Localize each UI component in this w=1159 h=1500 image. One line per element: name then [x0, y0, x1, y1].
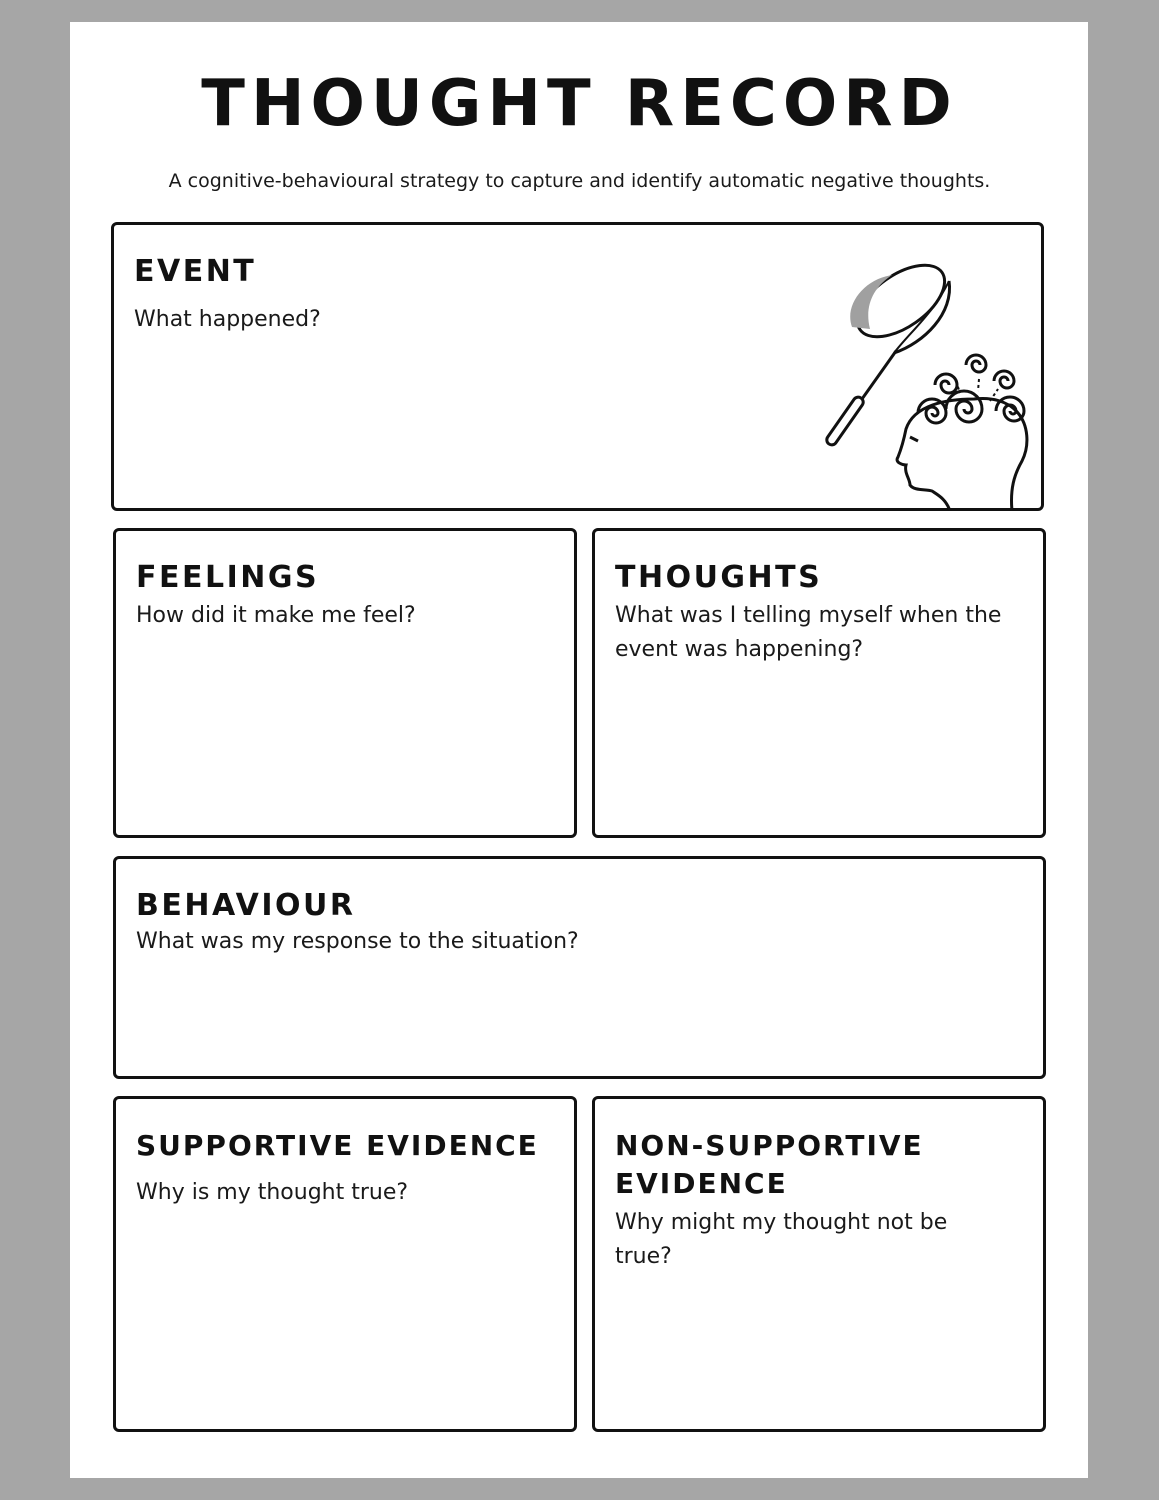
event-heading: EVENT: [134, 254, 257, 289]
page-title: THOUGHT RECORD: [201, 67, 958, 141]
feelings-heading: FEELINGS: [136, 560, 320, 595]
page-subtitle: A cognitive-behavioural strategy to capture and identify automatic negative thoughts.: [168, 170, 991, 192]
feelings-box[interactable]: [113, 528, 577, 838]
feelings-prompt: How did it make me feel?: [136, 603, 416, 628]
supportive-evidence-heading: SUPPORTIVE EVIDENCE: [136, 1129, 539, 1162]
behaviour-prompt: What was my response to the situation?: [136, 929, 579, 954]
non-supportive-evidence-heading: NON-SUPPORTIVE EVIDENCE: [615, 1129, 924, 1200]
thoughts-heading: THOUGHTS: [615, 560, 823, 595]
event-prompt: What happened?: [134, 307, 321, 332]
event-box[interactable]: [111, 222, 1044, 511]
butterfly-net-catching-thoughts-icon: [814, 253, 1039, 511]
behaviour-box[interactable]: [113, 856, 1046, 1079]
behaviour-heading: BEHAVIOUR: [136, 888, 356, 923]
non-supportive-evidence-prompt: Why might my thought not be true?: [615, 1210, 948, 1269]
thoughts-prompt: What was I telling myself when the event was happening?: [615, 603, 1002, 662]
supportive-evidence-box[interactable]: [113, 1096, 577, 1432]
thoughts-box[interactable]: [592, 528, 1046, 838]
supportive-evidence-prompt: Why is my thought true?: [136, 1180, 409, 1205]
non-supportive-evidence-box[interactable]: [592, 1096, 1046, 1432]
